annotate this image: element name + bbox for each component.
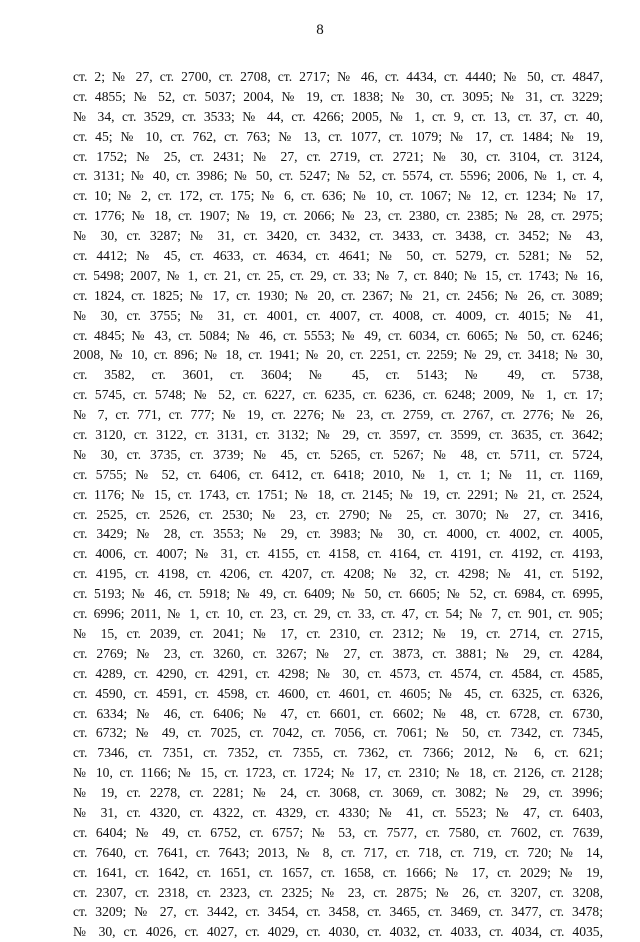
text-line: № 7, ст. 771, ст. 777; № 19, ст. 2276; № 23, ст. 2759, ст. 2767, ст. 2776; № 26, [73,407,603,423]
text-line: № 30, ст. 4026, ст. 4027, ст. 4029, ст. 4030, ст. 4032, ст. 4033, ст. 4034, ст. 4035, [73,924,603,940]
text-line: ст. 1776; № 18, ст. 1907; № 19, ст. 2066; № 23, ст. 2380, ст. 2385; № 28, ст. 2975; [73,208,603,224]
text-line: ст. 4006, ст. 4007; № 31, ст. 4155, ст. 4158, ст. 4164, ст. 4191, ст. 4192, ст. 4193, [73,546,603,562]
text-line: ст. 4412; № 45, ст. 4633, ст. 4634, ст. 4641; № 50, ст. 5279, ст. 5281; № 52, [73,248,603,264]
text-line: ст. 10; № 2, ст. 172, ст. 175; № 6, ст. 636; № 10, ст. 1067; № 12, ст. 1234; № 17, [73,188,603,204]
text-line: ст. 3582, ст. 3601, ст. 3604; № 45, ст. 5143; № 49, ст. 5738, [73,367,603,383]
text-line: ст. 5193; № 46, ст. 5918; № 49, ст. 6409; № 50, ст. 6605; № 52, ст. 6984, ст. 6995, [73,586,603,602]
text-line: ст. 3209; № 27, ст. 3442, ст. 3454, ст. 3458, ст. 3465, ст. 3469, ст. 3477, ст. 3478; [73,904,603,920]
page-number: 8 [316,22,324,38]
text-line: ст. 3131; № 40, ст. 3986; № 50, ст. 5247; № 52, ст. 5574, ст. 5596; 2006, № 1, ст. 4, [73,168,603,184]
text-line: ст. 3429; № 28, ст. 3553; № 29, ст. 3983; № 30, ст. 4000, ст. 4002, ст. 4005, [73,526,603,542]
body-text [73,67,603,942]
text-line: ст. 3120, ст. 3122, ст. 3131, ст. 3132; № 29, ст. 3597, ст. 3599, ст. 3635, ст. 3642; [73,427,603,443]
text-line: ст. 5745, ст. 5748; № 52, ст. 6227, ст. 6235, ст. 6236, ст. 6248; 2009, № 1, ст. 17; [73,387,603,403]
text-line: ст. 6334; № 46, ст. 6406; № 47, ст. 6601, ст. 6602; № 48, ст. 6728, ст. 6730, [73,705,603,721]
text-line: ст. 6404; № 49, ст. 6752, ст. 6757; № 53, ст. 7577, ст. 7580, ст. 7602, ст. 7639, [73,824,603,840]
text-line: ст. 4590, ст. 4591, ст. 4598, ст. 4600, ст. 4601, ст. 4605; № 45, ст. 6325, ст. 6326, [73,685,603,701]
text-line: ст. 6732; № 49, ст. 7025, ст. 7042, ст. 7056, ст. 7061; № 50, ст. 7342, ст. 7345, [73,725,603,741]
text-line: ст. 2525, ст. 2526, ст. 2530; № 23, ст. 2790; № 25, ст. 3070; № 27, ст. 3416, [73,506,603,522]
text-line: ст. 4289, ст. 4290, ст. 4291, ст. 4298; № 30, ст. 4573, ст. 4574, ст. 4584, ст. 4585, [73,665,603,681]
text-line: ст. 1824, ст. 1825; № 17, ст. 1930; № 20, ст. 2367; № 21, ст. 2456; № 26, ст. 3089; [73,287,603,303]
text-line: ст. 7640, ст. 7641, ст. 7643; 2013, № 8, ст. 717, ст. 718, ст. 719, ст. 720; № 14, [73,844,603,860]
text-line: № 15, ст. 2039, ст. 2041; № 17, ст. 2310, ст. 2312; № 19, ст. 2714, ст. 2715, [73,625,603,641]
text-line: ст. 1752; № 25, ст. 2431; № 27, ст. 2719, ст. 2721; № 30, ст. 3104, ст. 3124, [73,148,603,164]
text-line: ст. 4845; № 43, ст. 5084; № 46, ст. 5553; № 49, ст. 6034, ст. 6065; № 50, ст. 6246; [73,327,603,343]
text-line: ст. 2769; № 23, ст. 3260, ст. 3267; № 27, ст. 3873, ст. 3881; № 29, ст. 4284, [73,645,603,661]
text-line: № 34, ст. 3529, ст. 3533; № 44, ст. 4266; 2005, № 1, ст. 9, ст. 13, ст. 37, ст. 40, [73,108,603,124]
text-line: ст. 45; № 10, ст. 762, ст. 763; № 13, ст. 1077, ст. 1079; № 17, ст. 1484; № 19, [73,128,603,144]
text-line: № 10, ст. 1166; № 15, ст. 1723, ст. 1724; № 17, ст. 2310; № 18, ст. 2126, ст. 2128; [73,765,603,781]
text-line: № 19, ст. 2278, ст. 2281; № 24, ст. 3068, ст. 3069, ст. 3082; № 29, ст. 3996; [73,785,603,801]
text-line: ст. 6996; 2011, № 1, ст. 10, ст. 23, ст. 29, ст. 33, ст. 47, ст. 54; № 7, ст. 901, ст. 905; [73,606,603,622]
text-line: ст. 2; № 27, ст. 2700, ст. 2708, ст. 2717; № 46, ст. 4434, ст. 4440; № 50, ст. 4847, [73,69,603,84]
text-line: ст. 4855; № 52, ст. 5037; 2004, № 19, ст. 1838; № 30, ст. 3095; № 31, ст. 3229; [73,88,603,104]
text-line: № 30, ст. 3755; № 31, ст. 4001, ст. 4007, ст. 4008, ст. 4009, ст. 4015; № 41, [73,307,603,323]
text-line: ст. 1176; № 15, ст. 1743, ст. 1751; № 18, ст. 2145; № 19, ст. 2291; № 21, ст. 2524, [73,486,603,502]
text-line: № 30, ст. 3287; № 31, ст. 3420, ст. 3432, ст. 3433, ст. 3438, ст. 3452; № 43, [73,228,603,244]
text-line: ст. 1641, ст. 1642, ст. 1651, ст. 1657, ст. 1658, ст. 1666; № 17, ст. 2029; № 19, [73,864,603,880]
text-line: ст. 2307, ст. 2318, ст. 2323, ст. 2325; № 23, ст. 2875; № 26, ст. 3207, ст. 3208, [73,884,603,900]
text-line: № 30, ст. 3735, ст. 3739; № 45, ст. 5265, ст. 5267; № 48, ст. 5711, ст. 5724, [73,446,603,462]
text-line: № 31, ст. 4320, ст. 4322, ст. 4329, ст. 4330; № 41, ст. 5523; № 47, ст. 6403, [73,804,603,820]
text-line: ст. 5498; 2007, № 1, ст. 21, ст. 25, ст. 29, ст. 33; № 7, ст. 840; № 15, ст. 1743; № 16, [73,267,603,283]
text-line: ст. 5755; № 52, ст. 6406, ст. 6412, ст. 6418; 2010, № 1, ст. 1; № 11, ст. 1169, [73,466,603,482]
text-line: ст. 7346, ст. 7351, ст. 7352, ст. 7355, ст. 7362, ст. 7366; 2012, № 6, ст. 621; [73,745,603,761]
text-line: 2008, № 10, ст. 896; № 18, ст. 1941; № 20, ст. 2251, ст. 2259; № 29, ст. 3418; № 30, [73,347,603,363]
text-line: ст. 4195, ст. 4198, ст. 4206, ст. 4207, ст. 4208; № 32, ст. 4298; № 41, ст. 5192, [73,566,603,582]
